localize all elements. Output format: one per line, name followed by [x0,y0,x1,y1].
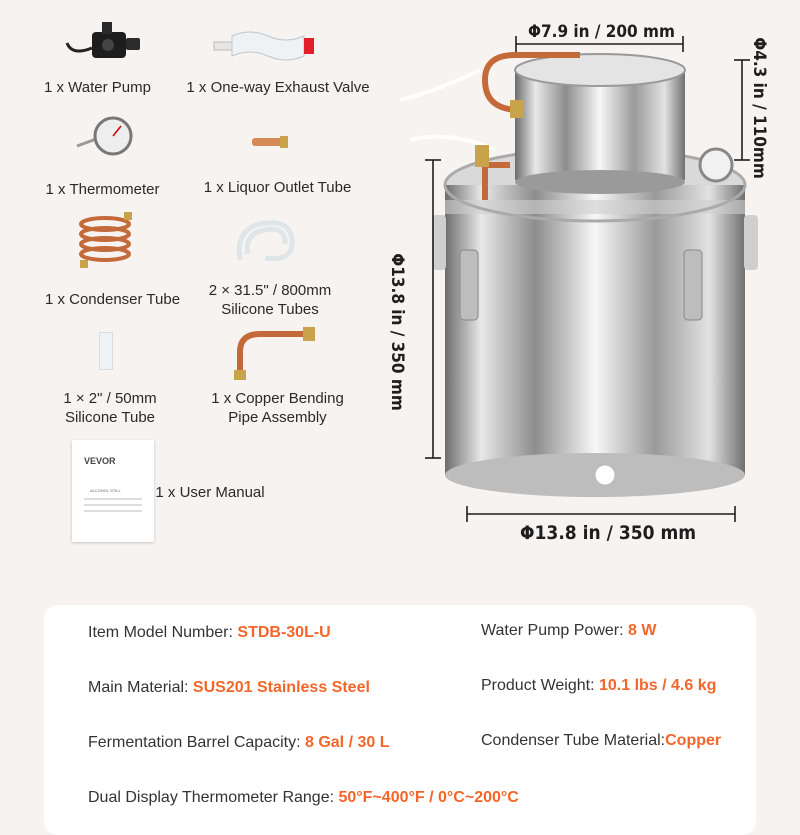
accessory-label: 1 x Water Pump [44,79,151,96]
spec-model-number [88,624,331,642]
spec-label: Item Model Number: [88,624,238,641]
spec-value: SUS201 Stainless Steel [192,679,370,696]
accessory-label: 1 x Thermometer [45,181,160,198]
accessory-label: 1 x Condenser Tube [44,291,181,308]
spec-value: 50°F~400°F / 0°C~200°C [338,789,519,806]
manual-title: ALCOHOL STILL [90,488,121,493]
accessory-label: 1 x Liquor Outlet Tube [203,179,352,196]
accessory-label: 1 x Copper Bending Pipe Assembly [211,390,344,426]
accessory-label: 1 x One-way Exhaust Valve [186,79,370,96]
top-height-label: Φ4.3 in / 110mm [748,37,769,179]
spec-product-weight [481,677,716,695]
top-diameter-label: Φ7.9 in / 200 mm [528,22,675,42]
accessory-label: 1 x User Manual [155,484,265,501]
spec-label: Main Material: [88,679,193,696]
barrel-height-label: Φ13.8 in / 350 mm [386,253,407,411]
accessory-label: 1 × 2" / 50mm Silicone Tube [63,390,157,426]
spec-label: Dual Display Thermometer Range: [88,789,339,806]
spec-value: 10.1 lbs / 4.6 kg [598,677,717,694]
spec-barrel-capacity [88,734,389,752]
spec-label: Product Weight: [481,677,599,694]
spec-label: Condenser Tube Material: [481,732,666,749]
spec-label: Water Pump Power: [481,622,629,639]
spec-value: Copper [665,732,722,749]
spec-thermometer-range [88,789,519,807]
manual-brand: VEVOR [84,456,116,466]
spec-main-material [88,679,370,697]
spec-condenser-material [481,732,721,750]
spec-value: 8 W [628,622,657,639]
spec-value: 8 Gal / 30 L [304,734,390,751]
spec-label: Fermentation Barrel Capacity: [88,734,305,751]
spec-value: STDB-30L-U [237,624,331,641]
barrel-diameter-label: Φ13.8 in / 350 mm [520,522,697,544]
accessory-label: 2 × 31.5" / 800mm Silicone Tubes [208,282,332,318]
spec-pump-power [481,622,656,640]
